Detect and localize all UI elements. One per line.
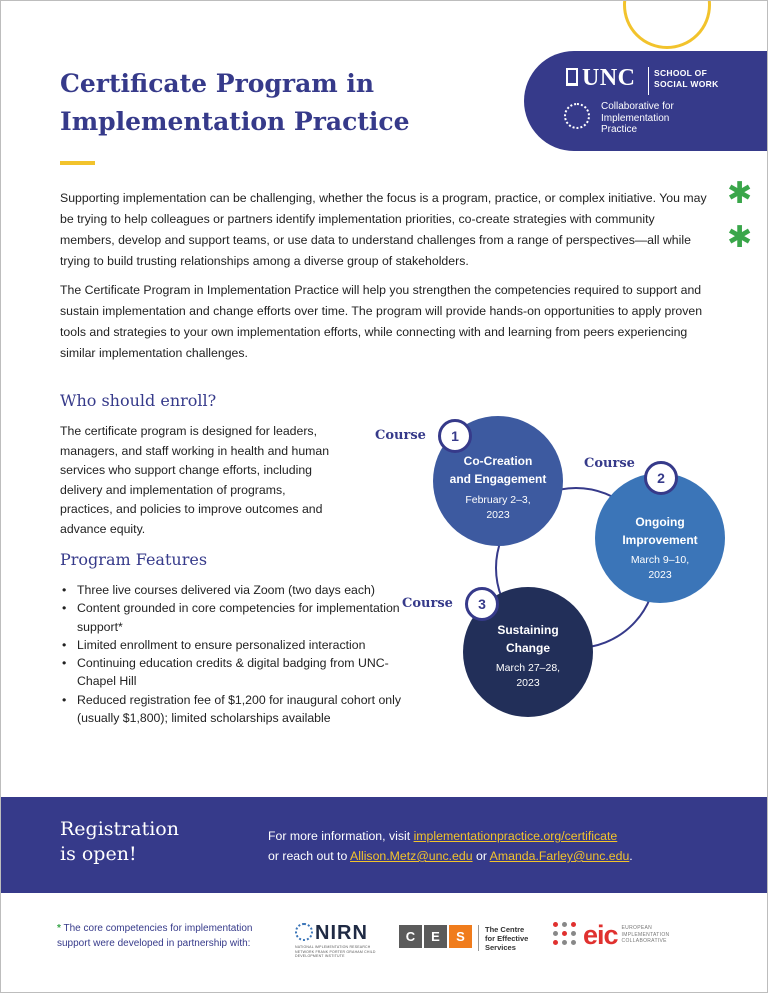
list-item: • Three live courses delivered via Zoom (two days each) — [60, 581, 420, 599]
unc-brand-badge — [524, 51, 768, 151]
course-1-number-badge: 1 — [438, 419, 472, 453]
list-item: • Reduced registration fee of $1,200 for inaugural cohort only (usually $1,800); limited scholarships available — [60, 691, 420, 728]
registration-banner — [1, 797, 768, 893]
nirn-logo: NIRN NATIONAL IMPLEMENTATION RESEARCH NETWORK FRANK PORTER GRAHAM CHILD DEVELOPMENT INSTITUTE — [295, 922, 376, 958]
contact-info: For more information, visit implementationpractice.org/certificate or reach out to Allison.Metz@unc.edu or Amanda.Farley@unc.edu. — [268, 829, 633, 863]
course-2-number-badge: 2 — [644, 461, 678, 495]
brand-divider — [648, 67, 649, 95]
email-link-metz[interactable]: Allison.Metz@unc.edu — [350, 849, 473, 863]
course-3-name: Sustaining Change — [497, 623, 559, 655]
enroll-description: The certificate program is designed for leaders, managers, and staff working in health and human services who support change efforts, including delivery and implementation of programs, practices, and policies to improve outcomes and advance equity. — [60, 424, 330, 536]
registration-heading: Registration is open! — [60, 818, 179, 865]
intro-paragraph-2: The Certificate Program in Implementation Practice will help you strengthen the competencies required to support and sustain implementation and change efforts over time. The program will provide hands-on opportunities to apply proven tools and strategies to your own implementation efforts, while connecting with and learning from peers experiencing similar implementation challenges. — [60, 283, 703, 360]
course-1-date: February 2–3, 2023 — [465, 494, 531, 521]
ces-logo: C E S The Centre for Effective Services — [399, 925, 528, 952]
list-item: • Limited enrollment to ensure personalized interaction — [60, 636, 420, 654]
certificate-link[interactable]: implementationpractice.org/certificate — [413, 829, 618, 843]
school-name: SCHOOL OF SOCIAL WORK — [654, 68, 719, 89]
list-item: • Content grounded in core competencies for implementation support* — [60, 599, 420, 636]
course-3-number-badge: 3 — [465, 587, 499, 621]
title-underline — [60, 161, 95, 165]
course-1-label: Course — [375, 428, 426, 443]
asterisk-icon: ✱ — [727, 220, 753, 255]
eic-logo: eic EUROPEAN IMPLEMENTATION COLLABORATIVE — [553, 922, 669, 948]
course-3-date: March 27–28, 2023 — [495, 662, 561, 689]
collaborative-name: Collaborative for Implementation Practice — [601, 101, 674, 135]
nirn-dots-icon — [295, 923, 313, 941]
old-well-icon — [566, 68, 578, 86]
features-list — [60, 581, 420, 727]
decorative-ring — [623, 0, 711, 49]
email-link-farley[interactable]: Amanda.Farley@unc.edu — [489, 849, 630, 863]
course-2-label: Course — [584, 456, 635, 471]
partnership-footnote: * The core competencies for implementation support were developed in partnership with: — [57, 923, 253, 949]
features-heading: Program Features — [60, 550, 208, 569]
collaborative-dots-icon — [564, 103, 590, 129]
unc-logo: UNC — [566, 65, 636, 92]
course-3-label: Course — [402, 596, 453, 611]
course-2-date: March 9–10, 2023 — [630, 554, 690, 581]
asterisk-icon: ✱ — [727, 176, 753, 211]
intro-paragraph-1: Supporting implementation can be challenging, whether the focus is a program, practice, or complex initiative. You may be trying to help colleagues or partners identify implementation priorities, co-create strategies with community members, develop and support teams, or use data to understand challenges from a range of perspectives—all while trying to build trusting relationships among a diverse group of stakeholders. — [60, 191, 707, 268]
course-1-name: Co-Creation and Engagement — [449, 454, 547, 486]
list-item: • Continuing education credits & digital badging from UNC-Chapel Hill — [60, 654, 420, 691]
page-title: Certificate Program in Implementation Practice — [60, 69, 410, 136]
eic-dots-icon — [553, 922, 577, 946]
enroll-heading: Who should enroll? — [60, 391, 217, 410]
course-2-name: Ongoing Improvement — [622, 515, 698, 547]
